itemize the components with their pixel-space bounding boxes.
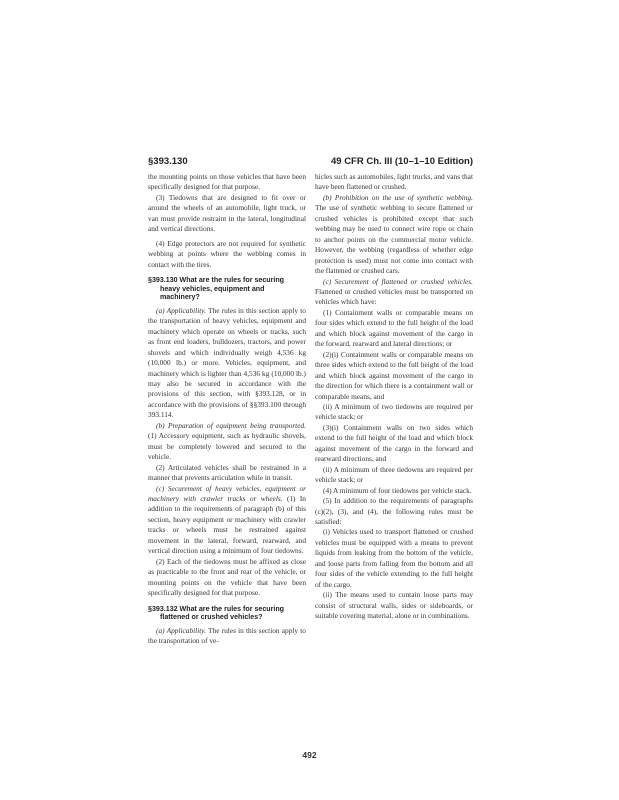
right-column [315,172,473,621]
paragraph-text: Flattened or crushed vehicles must be transported on vehicles which have: [315,286,473,307]
paragraph [315,193,473,277]
paragraph-text: The use of synthetic webbing to secure flattened or crushed vehicles is prohibited except that such webbing may be used to connect wire rope or chain to anchor points on the commercial motor vehicle. However, the webbing (regardless of whether edge protection is used) must not come into contact with the flattened or crushed cars. [315,203,473,276]
paragraph-text: The rules in this section apply to the transportation of ve- [148,625,306,646]
left-column [148,172,306,647]
paragraph: (ii) A minimum of three tiedowns are required per vehicle stack; or [315,464,473,485]
paragraph: (2) Each of the tiedowns must be affixed as close as practicable to the front and rear of the vehicle, or mounting points on the vehicle that have been specifically designed for that purpose. [148,556,306,598]
paragraph [148,484,306,557]
paragraph-label: (c) Securement of flattened or crushed vehicles. [323,276,473,286]
paragraph-text: The rules in this section apply to the transportation of heavy vehicles, equipment and machinery which operate on wheels or tracks, such as front end loaders, bulldozers, tractors, and power shovels and which individually weigh 4,536 kg (10,000 lb.) or more. Vehicles, equipment, and machinery which is lighter than 4,536 kg (10,000 lb.) may also be secured in accordance with the provisions of this section, with §393.128, or in accordance with the provisions of §§393.100 through 393.114. [148,305,306,420]
section-heading-393-130: §393.130 What are the rules for securing heavy vehicles, equipment and machinery? [148,276,285,302]
paragraph-label: (c) Securement of heavy vehicles, equipment or machinery with crawler tracks or wheels. [148,483,306,504]
paragraph: (3)(i) Containment walls on two sides which extend to the full height of the load and which block against movement of the cargo in the forward and rearward directions, and [315,422,473,464]
paragraph: hicles such as automobiles, light trucks, and vans that have been flattened or crushed. [315,172,473,192]
paragraph-label: (a) Applicability. [156,305,206,315]
running-header-source: 49 CFR Ch. III (10–1–10 Edition) [330,156,473,167]
paragraph: (1) Containment walls or comparable means on four sides which extend to the full height of the load and which block against movement of the cargo in the forward, rearward and lateral directions; or [315,307,473,349]
paragraph: (ii) A minimum of two tiedowns are required per vehicle stack; or [315,401,473,422]
paragraph [148,421,306,463]
paragraph: (3) Tiedowns that are designed to fit over or around the wheels of an automobile, light truck, or van must provide restraint in the lateral, longitudinal and vertical directions. [148,192,306,234]
paragraph: (4) Edge protectors are not required for synthetic webbing at points where the webbing comes in contact with the tires. [148,238,306,269]
paragraph: the mounting points on those vehicles that have been specifically designed for that purpose. [148,172,306,192]
paragraph: (ii) The means used to contain loose parts may consist of structural walls, sides or sideboards, or suitable covering material, alone or in combinations. [315,590,473,621]
section-heading-393-132: §393.132 What are the rules for securing flattened or crushed vehicles? [148,604,285,622]
paragraph [315,277,473,308]
paragraph-text: (1) Accessory equipment, such as hydraulic shovels, must be completely lowered and secured to the vehicle. [148,431,306,462]
paragraph-label: (b) Preparation of equipment being transported. [156,420,306,430]
paragraph-label: (a) Applicability. [156,625,206,635]
paragraph-text: (1) In addition to the requirements of paragraph (b) of this section, heavy equipment or machinery with crawler tracks or wheels must be restrained against movement in the lateral, forward, rearward, and vertical direction using a minimum of four tiedowns. [148,494,306,556]
paragraph: (2)(i) Containment walls or comparable means on three sides which extend to the full height of the load and which block against movement of the cargo in the direction for which there is a containment wall or comparable means, and [315,349,473,401]
page-number: 492 [302,750,317,760]
paragraph: (5) In addition to the requirements of paragraphs (c)(2), (3), and (4), the following rules must be satisfied: [315,496,473,526]
paragraph [148,626,306,647]
running-header-section: §393.130 [148,156,188,167]
paragraph: (i) Vehicles used to transport flattened or crushed vehicles must be equipped with a means to prevent liquids from leaking from the bottom of the vehicle, and loose parts from falling from the bottom and all four sides of the vehicle extending to the full height of the cargo. [315,527,473,589]
paragraph-label: (b) Prohibition on the use of synthetic webbing. [323,192,473,202]
paragraph: (4) A minimum of four tiedowns per vehicle stack. [323,485,472,495]
paragraph [148,306,306,421]
paragraph: (2) Articulated vehicles shall be restrained in a manner that prevents articulation while in transit. [148,462,306,483]
